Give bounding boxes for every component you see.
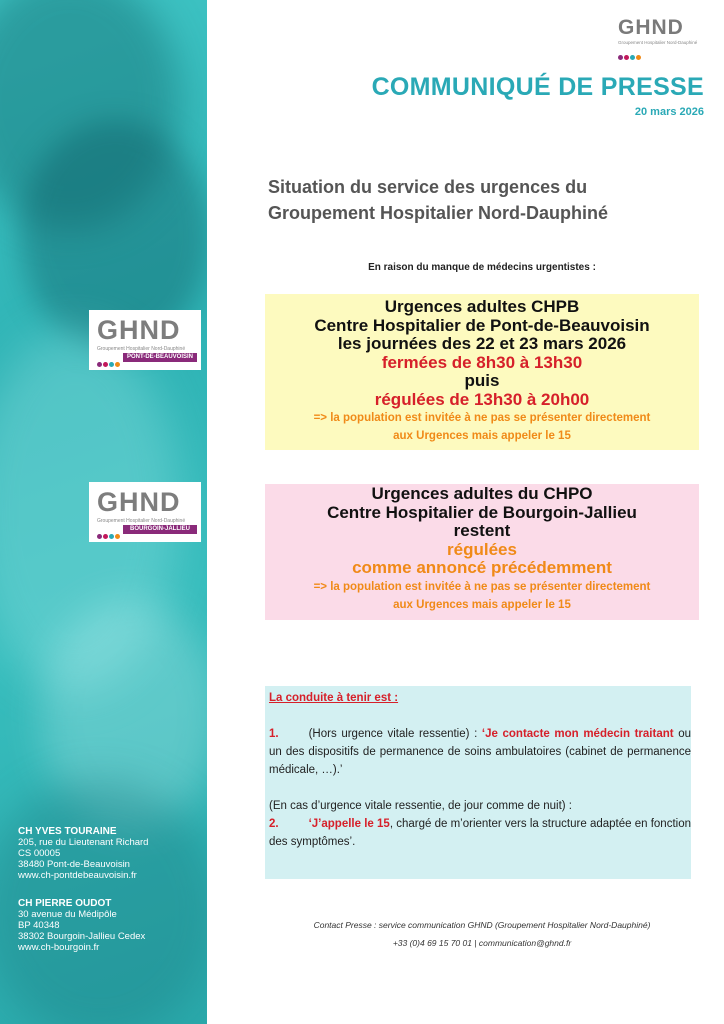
- logo-tag: PONT-DE-BEAUVOISIN: [123, 353, 197, 362]
- logo-text: GHND: [97, 487, 181, 517]
- chpo-as-announced: comme annoncé précédemment: [352, 558, 612, 577]
- item1-pre: (Hors urgence vitale ressentie) :: [308, 728, 482, 740]
- situation-heading: [268, 174, 608, 226]
- logo-dots: [97, 354, 123, 362]
- chpo-line1: Urgences adultes du CHPO: [371, 484, 593, 503]
- site1-contact: [18, 826, 148, 881]
- logo-pont-de-beauvoisin: [89, 310, 201, 370]
- site1-address3: 38480 Pont-de-Beauvoisin: [18, 859, 130, 870]
- chpo-note2: aux Urgences mais appeler le 15: [393, 598, 571, 611]
- brand-logo-subtitle: Groupement Hospitalier Nord-Dauphiné: [618, 40, 698, 45]
- conduct-item1: [269, 725, 691, 779]
- logo-subtitle: Groupement Hospitalier Nord-Dauphiné: [97, 346, 186, 352]
- brand-logo-text: GHND: [618, 16, 684, 39]
- chpb-line2: Centre Hospitalier de Pont-de-Beauvoisin: [314, 315, 650, 335]
- brand-dots: [618, 47, 708, 65]
- chpo-note1: => la population est invitée à ne pas se présenter directement: [313, 580, 651, 593]
- chpb-note2: aux Urgences mais appeler le 15: [393, 430, 571, 442]
- chpb-line1: Urgences adultes CHPB: [384, 297, 580, 316]
- chpo-line3: restent: [453, 521, 511, 540]
- chpo-regulated: régulées: [447, 539, 517, 559]
- item1-emphasis: ‘Je contacte mon médecin traitant: [481, 728, 674, 740]
- chpb-regulated-hours: régulées de 13h30 à 20h00: [374, 389, 590, 409]
- logo-dots: [97, 526, 123, 534]
- conduct-box: [265, 686, 691, 879]
- chpb-note1: => la population est invitée à ne pas se présenter directement: [313, 412, 651, 424]
- conduct-item2: [269, 815, 691, 851]
- site2-website-link[interactable]: www.ch-bourgoin.fr: [18, 942, 100, 953]
- intro-text: En raison du manque de médecins urgentistes :: [368, 262, 596, 273]
- site1-address2: CS 00005: [18, 848, 61, 859]
- press-contact: Contact Presse : service communication GHND (Groupement Hospitalier Nord-Dauphiné): [313, 920, 651, 930]
- press-phone-email[interactable]: +33 (0)4 69 15 70 01 | communication@ghnd.fr: [392, 938, 572, 948]
- item2-emphasis: ‘J’appelle le 15: [308, 818, 390, 830]
- site2-address1: 30 avenue du Médipôle: [18, 909, 117, 920]
- chpb-notice-box: [265, 294, 699, 450]
- item1-post: ou un des dispositifs de permanence de soins ambulatoires (cabinet de permanence médicale, …).’: [269, 728, 691, 776]
- conduct-heading: La conduite à tenir est :: [269, 692, 399, 704]
- site1-name: CH YVES TOURAINE: [18, 826, 117, 837]
- logo-bourgoin-jallieu: [89, 482, 201, 542]
- chpo-line2: Centre Hospitalier de Bourgoin-Jallieu: [327, 502, 637, 522]
- site1-address1: 205, rue du Lieutenant Richard: [18, 837, 149, 848]
- press-date: 20 mars 2026: [634, 106, 704, 118]
- site2-address3: 38302 Bourgoin-Jallieu Cedex: [18, 931, 146, 942]
- site1-website-link[interactable]: www.ch-pontdebeauvoisin.fr: [18, 870, 137, 881]
- situation-line1: Situation du service des urgences du: [268, 177, 588, 197]
- logo-text: GHND: [97, 315, 181, 345]
- site2-name: CH PIERRE OUDOT: [18, 898, 112, 909]
- site2-address2: BP 40348: [18, 920, 60, 931]
- situation-line2: Groupement Hospitalier Nord-Dauphiné: [268, 203, 609, 223]
- item2-post: , chargé de m’orienter vers la structure adaptée en fonction des symptômes’.: [269, 818, 691, 848]
- chpo-notice-box: [265, 484, 699, 620]
- item2-number: 2.: [269, 818, 279, 830]
- logo-subtitle: Groupement Hospitalier Nord-Dauphiné: [97, 518, 186, 524]
- chpb-then: puis: [464, 371, 500, 390]
- chpb-line3: les journées des 22 et 23 mars 2026: [337, 334, 627, 353]
- page-title: COMMUNIQUÉ DE PRESSE: [371, 73, 704, 101]
- conduct-between: (En cas d’urgence vitale ressentie, de jour comme de nuit) :: [269, 800, 572, 812]
- chpb-closed-hours: fermées de 8h30 à 13h30: [381, 352, 583, 372]
- item1-number: 1.: [269, 728, 279, 740]
- ghnd-logo: [618, 16, 708, 58]
- logo-tag: BOURGOIN-JALLIEU: [123, 525, 197, 534]
- site2-contact: [18, 898, 145, 953]
